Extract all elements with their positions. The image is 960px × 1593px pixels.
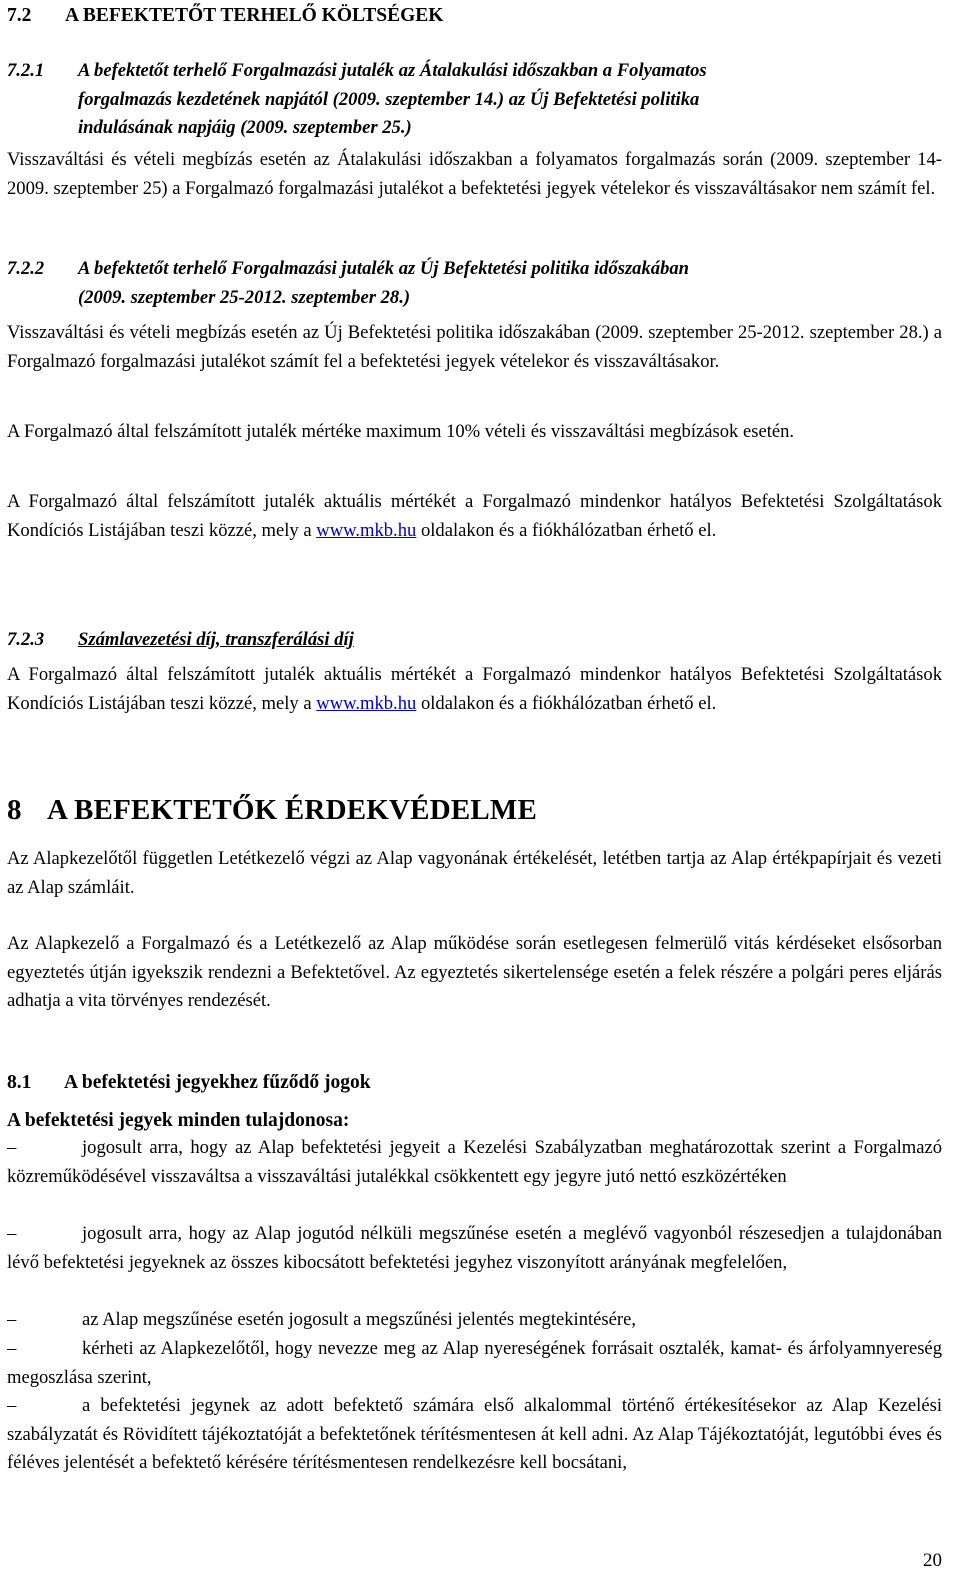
page-number: 20 bbox=[923, 1550, 942, 1571]
chapter-title: A BEFEKTETŐK ÉRDEKVÉDELME bbox=[47, 794, 538, 826]
list-item-text: az Alap megszűnése esetén jogosult a megszűnési jelentés megtekintésére, bbox=[82, 1309, 637, 1330]
section-heading-7-2-1 bbox=[7, 57, 707, 143]
dash-bullet: – bbox=[7, 1309, 17, 1330]
mkb-link[interactable]: www.mkb.hu bbox=[316, 519, 417, 541]
list-item-text: jogosult arra, hogy az Alap jogutód nélküli megszűnése esetén a meglévő vagyonból részesedjen a tulajdonában lévő befektetési jegyeknek az összes kibocsátott befektetési jegyhez viszonyított arányának megfelelően, bbox=[7, 1223, 942, 1273]
dash-bullet: – bbox=[7, 1223, 17, 1244]
section-title: Számlavezetési díj, transzferálási díj bbox=[78, 629, 354, 650]
section-number: 7.2.1 bbox=[7, 60, 45, 81]
mkb-link[interactable]: www.mkb.hu bbox=[316, 692, 417, 714]
list-item bbox=[7, 1134, 942, 1191]
section-heading-7-2 bbox=[7, 2, 443, 31]
section-title-line-2: (2009. szeptember 25-2012. szeptember 28.) bbox=[78, 286, 411, 308]
section-heading-8-1 bbox=[7, 1069, 371, 1098]
paragraph-text: oldalakon és a fiókhálózatban érhető el. bbox=[416, 519, 717, 541]
paragraph-text: oldalakon és a fiókhálózatban érhető el. bbox=[416, 692, 717, 714]
dash-bullet: – bbox=[7, 1395, 17, 1416]
paragraph-7-2-3 bbox=[7, 661, 942, 718]
dash-bullet: – bbox=[7, 1137, 17, 1158]
list-item-text: jogosult arra, hogy az Alap befektetési jegyeit a Kezelési Szabályzatban meghatározottak szerint a Forgalmazó közreműködésével visszaváltsa a visszaváltási jutalékkal csökkentett egy jegyre jutó nettó eszközértéken bbox=[7, 1137, 942, 1187]
chapter-number: 8 bbox=[7, 794, 22, 826]
paragraph-7-2-1: Visszaváltási és vételi megbízás esetén az Átalakulási időszakban a folyamatos forgalmazás során (2009. szeptember 14-2009. szeptember 25) a Forgalmazó forgalmazási jutalékot a befektetési jegyek vételekor és visszaváltásakor nem számít fel. bbox=[7, 149, 942, 199]
dash-bullet: – bbox=[7, 1338, 17, 1359]
list-item-text: kérheti az Alapkezelőtől, hogy nevezze meg az Alap nyereségének forrásait osztalék, kamat- és árfolyamnyereség megoszlása szerint, bbox=[7, 1338, 942, 1388]
list-item bbox=[7, 1392, 942, 1478]
section-number: 7.2.2 bbox=[7, 258, 45, 279]
paragraph-7-2-2-b: A Forgalmazó által felszámított jutalék mértéke maximum 10% vételi és visszaváltási megbízások esetén. bbox=[7, 421, 795, 442]
list-item-text: a befektetési jegynek az adott befektető számára első alkalommal történő értékesítésekor az Alap Kezelési szabályzatát és Rövidített tájékoztatóját a befektetőnek térítésmentesen át kell adni. Az Alap Tájékoztatóját, legutóbbi éves és féléves jelentését a befektető kérésére térítésmentesen rendelkezésre kell bocsátani, bbox=[7, 1395, 942, 1474]
section-heading-7-2-2 bbox=[7, 255, 689, 312]
paragraph-text: A Forgalmazó által felszámított jutalék aktuális mértékét a Forgalmazó mindenkor hatályos Befektetési Szolgáltatások Kondíciós Listájában teszi közzé, mely a bbox=[7, 491, 942, 541]
section-title-line-3: indulásának napjáig (2009. szeptember 25.) bbox=[78, 117, 412, 139]
section-number: 8.1 bbox=[7, 1072, 32, 1093]
section-subtitle: A befektetési jegyek minden tulajdonosa: bbox=[7, 1110, 350, 1131]
section-title: A befektetési jegyekhez fűződő jogok bbox=[64, 1072, 371, 1093]
paragraph-text: A Forgalmazó által felszámított jutalék aktuális mértékét a Forgalmazó mindenkor hatályos Befektetési Szolgáltatások Kondíciós Listájában teszi közzé, mely a bbox=[7, 664, 942, 714]
paragraph-8-a: Az Alapkezelőtől független Letétkezelő végzi az Alap vagyonának értékelését, letétben tartja az Alap értékpapírjait és vezeti az Alap számláit. bbox=[7, 848, 942, 898]
section-number: 7.2 bbox=[7, 5, 32, 26]
section-title-line-1: A befektetőt terhelő Forgalmazási jutalék az Új Befektetési politika időszakában bbox=[78, 258, 690, 279]
paragraph-7-2-2-a: Visszaváltási és vételi megbízás esetén az Új Befektetési politika időszakában (2009. szeptember 25-2012. szeptember 28.) a Forgalmazó forgalmazási jutalékot számít fel a befektetési jegyek vételekor és visszaváltásakor. bbox=[7, 322, 942, 372]
section-title: A BEFEKTETŐT TERHELŐ KÖLTSÉGEK bbox=[65, 5, 444, 26]
list-item bbox=[7, 1220, 942, 1277]
list-item bbox=[7, 1335, 942, 1392]
section-title-line-2: forgalmazás kezdetének napjától (2009. szeptember 14.) az Új Befektetési politika bbox=[78, 88, 700, 110]
paragraph-8-b: Az Alapkezelő a Forgalmazó és a Letétkezelő az Alap működése során esetlegesen felmerülő vitás kérdéseket elsősorban egyeztetés útján igyekszik rendezni a Befektetővel. Az egyeztetés sikertelensége esetén a felek részére a polgári peres eljárás adhatja a vita törvényes rendezését. bbox=[7, 933, 942, 1012]
section-number: 7.2.3 bbox=[7, 629, 45, 650]
chapter-heading-8 bbox=[7, 796, 537, 825]
section-heading-7-2-3 bbox=[7, 626, 354, 655]
paragraph-7-2-2-c bbox=[7, 488, 942, 545]
section-title-line-1: A befektetőt terhelő Forgalmazási jutalék az Átalakulási időszakban a Folyamatos bbox=[78, 60, 707, 81]
list-item bbox=[7, 1306, 942, 1335]
